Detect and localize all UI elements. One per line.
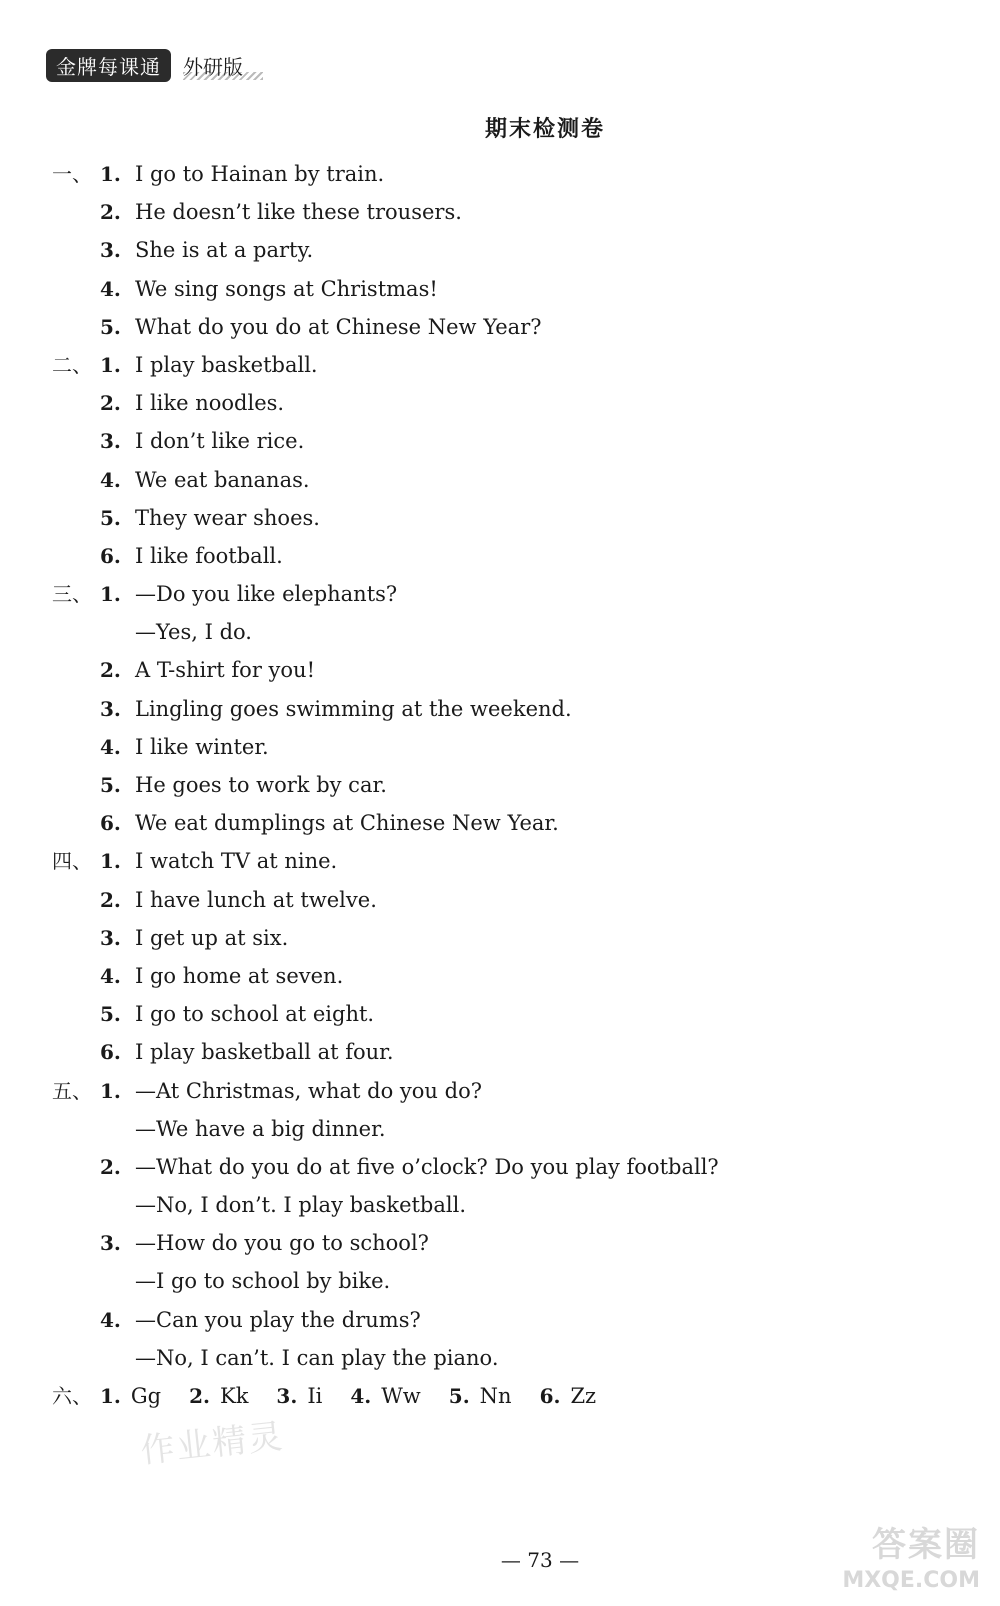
answer-line	[0, 155, 1000, 193]
answer-text: We eat bananas.	[135, 467, 310, 492]
item-number: 3.	[100, 1231, 121, 1256]
answer-line	[0, 422, 1000, 460]
answer-text: —Do you like elephants?	[135, 582, 398, 607]
answer-text: —I go to school by bike.	[135, 1269, 391, 1294]
letter-pair	[100, 1377, 161, 1415]
answer-line	[0, 270, 1000, 308]
answer-text: What do you do at Chinese New Year?	[135, 314, 542, 339]
answer-line	[0, 957, 1000, 995]
answer-line	[0, 613, 1000, 651]
answer-line	[0, 842, 1000, 880]
letter-answer: Ww	[381, 1384, 421, 1408]
item-number: 6.	[100, 1040, 121, 1065]
letters-line	[0, 1377, 1000, 1415]
letter-pair	[350, 1377, 420, 1415]
answer-list	[0, 155, 1000, 1415]
answer-text: I go to school at eight.	[135, 1002, 375, 1027]
item-number: 3.	[100, 925, 121, 950]
answer-text: I get up at six.	[135, 925, 289, 950]
answer-text: I don’t like rice.	[135, 429, 305, 454]
answer-text: Lingling goes swimming at the weekend.	[135, 696, 572, 721]
item-number: 1.	[100, 1078, 121, 1103]
item-number: 3.	[100, 696, 121, 721]
item-number: 5.	[100, 1002, 121, 1027]
answer-line	[0, 690, 1000, 728]
item-number: 6.	[100, 811, 121, 836]
item-number: 6.	[100, 543, 121, 568]
item-number: 4.	[100, 276, 121, 301]
answer-line	[0, 1224, 1000, 1262]
answer-text: —No, I can’t. I can play the piano.	[135, 1345, 499, 1370]
answer-line	[0, 308, 1000, 346]
page-number: — 73 —	[500, 1548, 580, 1572]
item-number: 4.	[100, 734, 121, 759]
item-number: 2.	[100, 658, 121, 683]
answer-text: —Can you play the drums?	[135, 1307, 421, 1332]
answer-text: We eat dumplings at Chinese New Year.	[135, 811, 559, 836]
answer-text: I go home at seven.	[135, 963, 344, 988]
answer-text: They wear shoes.	[135, 505, 320, 530]
answer-line	[0, 575, 1000, 613]
answer-line	[0, 881, 1000, 919]
answer-text: —How do you go to school?	[135, 1231, 429, 1256]
answer-line	[0, 384, 1000, 422]
answer-text: I like noodles.	[135, 391, 285, 416]
section-marker: 二、	[52, 352, 92, 377]
watermark-logo-text: 答案圈	[872, 1525, 980, 1566]
answer-text: I watch TV at nine.	[135, 849, 338, 874]
answer-text: I go to Hainan by train.	[135, 162, 385, 186]
item-number: 5.	[100, 505, 121, 530]
answer-line	[0, 995, 1000, 1033]
answer-line	[0, 1339, 1000, 1377]
letters-answers	[100, 1377, 624, 1415]
item-number: 2.	[100, 200, 121, 225]
answer-line	[0, 1148, 1000, 1186]
page-header	[46, 50, 263, 80]
answer-line	[0, 461, 1000, 499]
brand-badge: 金牌每课通	[46, 49, 171, 82]
answer-line	[0, 1186, 1000, 1224]
watermark-stamp: 作业精灵	[138, 1416, 287, 1472]
answer-text: I like winter.	[135, 734, 269, 759]
item-number: 1.	[100, 162, 121, 186]
item-number: 3.	[100, 429, 121, 454]
answer-text: She is at a party.	[135, 238, 314, 263]
answer-text: —No, I don’t. I play basketball.	[135, 1193, 467, 1218]
answer-text: I play basketball at four.	[135, 1040, 394, 1065]
item-number: 1.	[100, 1384, 121, 1408]
item-number: 2.	[100, 391, 121, 416]
item-number: 2.	[189, 1384, 210, 1408]
section-marker: 一、	[52, 162, 92, 186]
item-number: 5.	[448, 1384, 470, 1408]
answer-line	[0, 346, 1000, 384]
answer-text: —What do you do at five o’clock? Do you play football?	[135, 1154, 719, 1179]
answer-text: A T-shirt for you!	[135, 658, 316, 683]
item-number: 5.	[100, 773, 121, 797]
item-number: 6.	[539, 1384, 561, 1408]
answer-line	[0, 1110, 1000, 1148]
answer-text: He goes to work by car.	[135, 773, 387, 797]
answer-text: —Yes, I do.	[135, 620, 252, 645]
letter-pair	[540, 1377, 597, 1415]
item-number: 3.	[276, 1384, 298, 1408]
item-number: 4.	[100, 1307, 121, 1332]
item-number: 4.	[100, 963, 121, 988]
letter-answer: Ii	[307, 1384, 323, 1408]
item-number: 5.	[100, 314, 121, 339]
answer-line	[0, 804, 1000, 842]
section-marker: 六、	[52, 1384, 92, 1408]
page-title: 期末检测卷	[484, 117, 605, 142]
item-number: 2.	[100, 1154, 121, 1179]
answer-line	[0, 766, 1000, 804]
section-marker: 四、	[52, 849, 92, 874]
item-number: 3.	[100, 238, 121, 263]
answer-text: I like football.	[135, 543, 283, 568]
answer-line	[0, 537, 1000, 575]
watermark-logo-url: MXQE.COM	[842, 1568, 980, 1594]
answer-line	[0, 1033, 1000, 1071]
letter-answer: Kk	[220, 1384, 249, 1408]
item-number: 2.	[100, 887, 121, 912]
letter-pair	[189, 1377, 248, 1415]
item-number: 4.	[350, 1384, 372, 1408]
letter-pair	[276, 1377, 322, 1415]
answer-line	[0, 728, 1000, 766]
answer-text: We sing songs at Christmas!	[135, 276, 438, 301]
edition-label: 外研版	[183, 51, 263, 80]
answer-line	[0, 651, 1000, 689]
answer-line	[0, 1072, 1000, 1110]
item-number: 1.	[100, 582, 121, 607]
answer-line	[0, 193, 1000, 231]
item-number: 1.	[100, 352, 121, 377]
answer-text: I have lunch at twelve.	[135, 887, 377, 912]
answer-line	[0, 1262, 1000, 1300]
answer-text: —At Christmas, what do you do?	[135, 1078, 482, 1103]
letter-answer: Nn	[479, 1384, 512, 1408]
letter-answer: Zz	[570, 1384, 597, 1408]
answer-line	[0, 499, 1000, 537]
item-number: 1.	[100, 849, 121, 874]
answer-text: He doesn’t like these trousers.	[135, 200, 462, 225]
item-number: 4.	[100, 467, 121, 492]
answer-text: I play basketball.	[135, 352, 318, 377]
answer-line	[0, 919, 1000, 957]
letter-pair	[449, 1377, 512, 1415]
section-marker: 三、	[52, 582, 92, 607]
letter-answer: Gg	[130, 1384, 162, 1408]
answer-line	[0, 231, 1000, 269]
section-marker: 五、	[52, 1078, 92, 1103]
answer-line	[0, 1301, 1000, 1339]
answer-text: —We have a big dinner.	[135, 1116, 386, 1141]
